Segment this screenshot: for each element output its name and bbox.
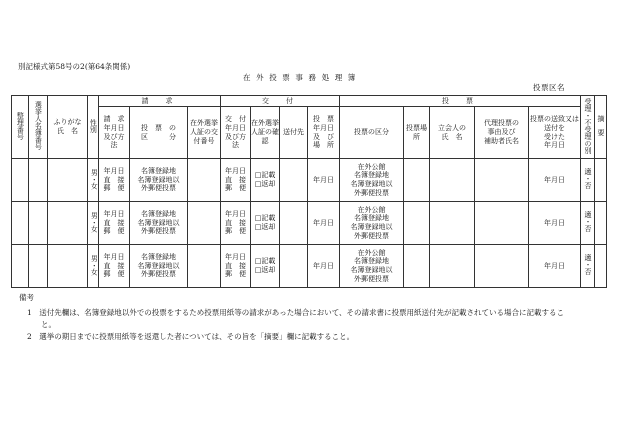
note-2: 2 選挙の期日までに投票用紙等を返還した者については、その旨を「摘要」欄に記載すること。	[27, 332, 355, 341]
cell-remarks[interactable]	[595, 245, 607, 288]
cell-proxy[interactable]	[475, 202, 529, 245]
cell-vote-venue[interactable]	[404, 245, 430, 288]
cell-vote-venue[interactable]	[404, 159, 430, 202]
cell-proxy[interactable]	[475, 159, 529, 202]
cell-serial[interactable]	[12, 202, 29, 245]
cell-send-to[interactable]	[280, 159, 308, 202]
processing-ledger-table	[11, 95, 607, 288]
cell-remarks[interactable]	[595, 159, 607, 202]
cell-send-to[interactable]	[280, 202, 308, 245]
cell-receipt-date[interactable]: 年月日	[529, 202, 581, 245]
cell-vote-type[interactable]: 在外公館 名簿登録地 名簿登録地以 外郵便投票	[340, 202, 404, 245]
col-serial-number: 整理番号	[12, 96, 29, 159]
table-row	[12, 245, 607, 288]
form-label: 別記様式第58号の2(第64条関係)	[18, 62, 131, 71]
group-delivery: 交 付	[221, 96, 340, 107]
cell-send-to[interactable]	[280, 245, 308, 288]
cell-serial[interactable]	[12, 159, 29, 202]
cell-roll-number[interactable]	[29, 202, 48, 245]
ward-name-label: 投票区名	[533, 83, 565, 92]
col-remarks: 摘 要	[595, 96, 607, 159]
cell-acceptance[interactable]: 適・否	[581, 159, 595, 202]
cell-vote-date[interactable]: 年月日	[308, 245, 340, 288]
cell-cert-check[interactable]: □記載 □返却	[251, 159, 280, 202]
cell-sex[interactable]: 男・女	[88, 245, 99, 288]
cell-witness[interactable]	[430, 159, 475, 202]
page-title: 在外投票事務処理簿	[243, 73, 361, 82]
col-vote-venue: 投票場所	[404, 107, 430, 159]
cell-serial[interactable]	[12, 245, 29, 288]
note-1-continuation: と。	[41, 320, 56, 329]
col-overseas-cert-check: 在外選挙人証の確認	[251, 107, 280, 159]
cell-acceptance[interactable]: 適・否	[581, 202, 595, 245]
col-ballot-receipt-date: 投票の送致又は送付を 受けた 年月日	[529, 107, 581, 159]
cell-vote-venue[interactable]	[404, 202, 430, 245]
cell-name[interactable]	[48, 202, 88, 245]
cell-name[interactable]	[48, 159, 88, 202]
cell-cert-number[interactable]	[188, 159, 221, 202]
cell-receipt-date[interactable]: 年月日	[529, 245, 581, 288]
col-acceptance: 受理・不受理の別	[581, 96, 595, 159]
cell-cert-number[interactable]	[188, 202, 221, 245]
col-furigana-name: ふりがな 氏 名	[48, 96, 88, 159]
cell-request-method[interactable]: 年月日 直 接 郵 便	[99, 159, 130, 202]
cell-cert-check[interactable]: □記載 □返却	[251, 245, 280, 288]
cell-cert-number[interactable]	[188, 245, 221, 288]
col-proxy-reason: 代理投票の 事由及び 補助者氏名	[475, 107, 529, 159]
col-send-to: 送付先	[280, 107, 308, 159]
cell-vote-type[interactable]: 在外公館 名簿登録地 名簿登録地以 外郵便投票	[340, 159, 404, 202]
cell-cert-check[interactable]: □記載 □返却	[251, 202, 280, 245]
cell-roll-number[interactable]	[29, 245, 48, 288]
col-vote-section: 投 票 の 区 分	[130, 107, 188, 159]
group-vote: 投 票	[340, 96, 581, 107]
cell-delivery-method[interactable]: 年月日 直 接 郵 便	[221, 159, 251, 202]
cell-vote-section[interactable]: 名簿登録地 名簿登録地以 外郵便投票	[130, 159, 188, 202]
group-request: 請 求	[99, 96, 221, 107]
cell-acceptance[interactable]: 適・否	[581, 245, 595, 288]
table-row	[12, 202, 607, 245]
cell-sex[interactable]: 男・女	[88, 202, 99, 245]
note-1: 1 送付先欄は、名簿登録地以外での投票をするため投票用紙等の請求があった場合において、その請求書に投票用紙送付先が記載されている場合に記載するこ	[27, 308, 565, 317]
cell-witness[interactable]	[430, 245, 475, 288]
cell-remarks[interactable]	[595, 202, 607, 245]
cell-receipt-date[interactable]: 年月日	[529, 159, 581, 202]
notes-title: 備考	[19, 293, 34, 302]
cell-vote-section[interactable]: 名簿登録地 名簿登録地以 外郵便投票	[130, 245, 188, 288]
cell-name[interactable]	[48, 245, 88, 288]
cell-proxy[interactable]	[475, 245, 529, 288]
cell-delivery-method[interactable]: 年月日 直 接 郵 便	[221, 202, 251, 245]
table-row	[12, 159, 607, 202]
cell-vote-date[interactable]: 年月日	[308, 159, 340, 202]
cell-vote-date[interactable]: 年月日	[308, 202, 340, 245]
cell-delivery-method[interactable]: 年月日 直 接 郵 便	[221, 245, 251, 288]
cell-roll-number[interactable]	[29, 159, 48, 202]
col-witness-name: 立会人の 氏 名	[430, 107, 475, 159]
col-roll-number: 選挙人名簿番号	[29, 96, 48, 159]
col-vote-date-place: 投 票 年月日 及 び 場 所	[308, 107, 340, 159]
col-overseas-cert-number: 在外選挙人証の交付番号	[188, 107, 221, 159]
cell-witness[interactable]	[430, 202, 475, 245]
col-request-date-method: 請 求 年月日 及び方 法	[99, 107, 130, 159]
cell-vote-section[interactable]: 名簿登録地 名簿登録地以 外郵便投票	[130, 202, 188, 245]
cell-vote-type[interactable]: 在外公館 名簿登録地 名簿登録地以 外郵便投票	[340, 245, 404, 288]
cell-request-method[interactable]: 年月日 直 接 郵 便	[99, 202, 130, 245]
col-delivery-date-method: 交 付 年月日 及び方 法	[221, 107, 251, 159]
cell-sex[interactable]: 男・女	[88, 159, 99, 202]
col-vote-type: 投票の区分	[340, 107, 404, 159]
col-sex: 性別	[88, 96, 99, 159]
cell-request-method[interactable]: 年月日 直 接 郵 便	[99, 245, 130, 288]
